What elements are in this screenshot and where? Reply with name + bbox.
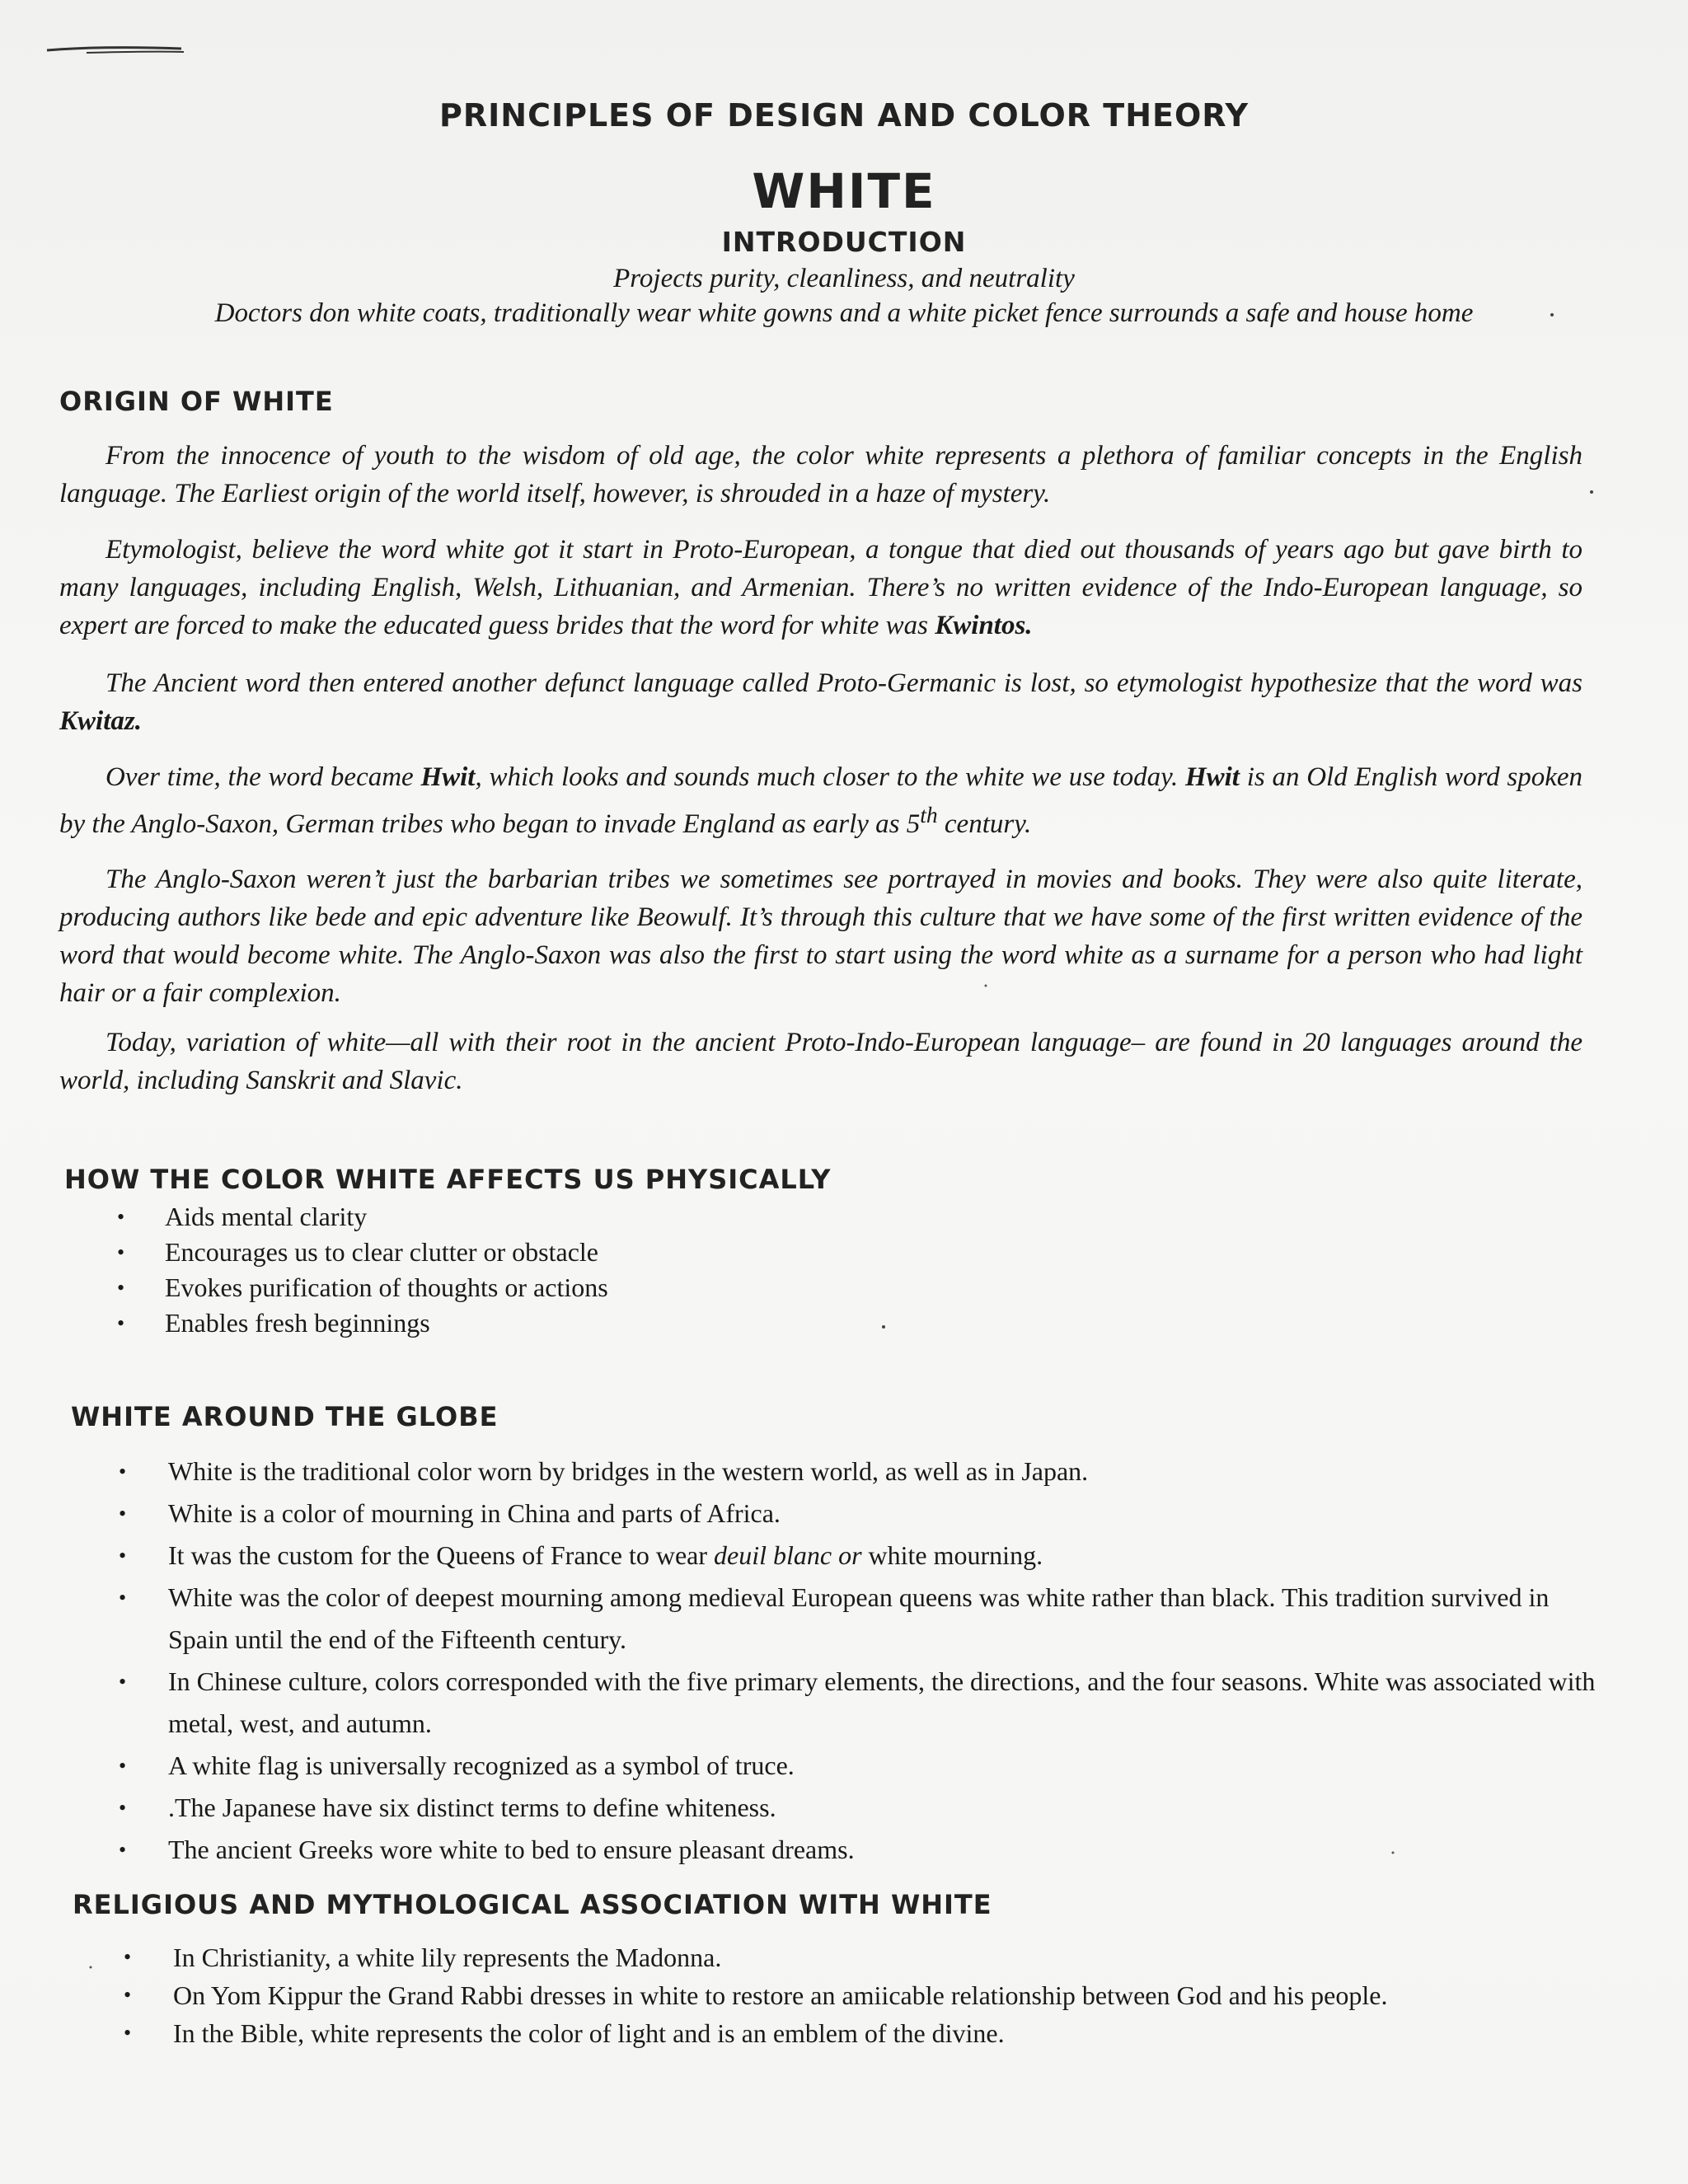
list-item-text: Evokes purification of thoughts or actions: [165, 1272, 608, 1302]
bullet-icon: •: [119, 1838, 127, 1862]
religious-list: [124, 1938, 1607, 2052]
introduction-heading: INTRODUCTION: [721, 226, 967, 258]
list-item-text: Aids mental clarity: [165, 1202, 368, 1231]
origin-term-kwitaz: Kwitaz.: [59, 706, 142, 736]
origin-paragraph-2: [59, 531, 1582, 644]
list-item-text: White was the color of deepest mourning among medieval European queens was white rather than black. This tradition survived in Spain until the end of the Fifteenth century.: [168, 1582, 1550, 1654]
bullet-icon: •: [119, 1586, 127, 1610]
list-item-text: In Christianity, a white lily represents the Madonna.: [173, 1943, 722, 1972]
list-item-text: .The Japanese have six distinct terms to define whiteness.: [168, 1793, 776, 1822]
list-item: [117, 1235, 1566, 1270]
list-item: [119, 1745, 1602, 1787]
origin-paragraph-4-c: is an Old English word spoken by the Anglo-Saxon, German tribes who began to invade England as early as 5: [59, 762, 1583, 839]
list-item: [117, 1305, 1566, 1341]
list-item-text: In the Bible, white represents the color of light and is an emblem of the divine.: [173, 2018, 1005, 2048]
bullet-icon: •: [117, 1276, 125, 1300]
list-item: [124, 1976, 1607, 2014]
globe-heading: WHITE AROUND THE GLOBE: [71, 1401, 499, 1432]
introduction-line-2: Doctors don white coats, traditionally wear white gowns and a white picket fence surrounds a safe and house home: [214, 298, 1474, 328]
bullet-icon: •: [117, 1205, 125, 1229]
list-item-italic: deuil blanc or: [714, 1540, 862, 1570]
bullet-icon: •: [119, 1460, 127, 1483]
origin-heading: ORIGIN OF WHITE: [59, 386, 334, 417]
list-item: [117, 1270, 1566, 1305]
religious-heading: RELIGIOUS AND MYTHOLOGICAL ASSOCIATION WITH WHITE: [73, 1889, 992, 1920]
origin-term-kwintos: Kwintos.: [935, 611, 1033, 640]
list-item: [119, 1829, 1602, 1871]
origin-paragraph-1: From the innocence of youth to the wisdom of old age, the color white represents a plethora of familiar concepts in the English language. The Earliest origin of the world itself, however, is shrouded in a haze of mystery.: [59, 441, 1582, 509]
list-item: [119, 1535, 1602, 1577]
bullet-icon: •: [119, 1754, 127, 1778]
list-item: [124, 2014, 1607, 2052]
bullet-icon: •: [117, 1311, 125, 1335]
bullet-icon: •: [119, 1544, 127, 1568]
origin-term-hwit-1: Hwit: [420, 762, 476, 792]
physical-effects-list: [117, 1199, 1566, 1341]
list-item: [119, 1493, 1602, 1535]
origin-paragraph-3: [59, 664, 1582, 740]
list-item-text: In Chinese culture, colors corresponded with the five primary elements, the directions, and the four seasons. White was associated with metal, west, and autumn.: [168, 1666, 1596, 1738]
origin-paragraph-5: The Anglo-Saxon weren’t just the barbarian tribes we sometimes see portrayed in movies and books. They were also quite literate, producing authors like bede and epic adventure like Beowulf. It’s through this culture that we have some of the first written evidence of the word that would become white. The Anglo-Saxon was also the first to start using the word white as a surname for a person who had light hair or a fair complexion.: [59, 865, 1582, 1008]
list-item-text: It was the custom for the Queens of France to wear: [168, 1540, 714, 1570]
origin-term-hwit-2: Hwit: [1184, 762, 1240, 792]
bullet-icon: •: [119, 1796, 127, 1820]
physical-heading: HOW THE COLOR WHITE AFFECTS US PHYSICALLY: [64, 1164, 832, 1195]
bullet-icon: •: [124, 1983, 132, 2007]
color-name-heading: WHITE: [752, 163, 936, 219]
origin-paragraph-6: Today, variation of white—all with their root in the ancient Proto-Indo-European language– are found in 20 languages around the world, including Sanskrit and Slavic.: [59, 1028, 1582, 1095]
origin-paragraph-4-b: , which looks and sounds much closer to the white we use today.: [475, 762, 1185, 792]
list-item: [124, 1938, 1607, 1976]
list-item: [117, 1199, 1566, 1235]
list-item: [119, 1451, 1602, 1493]
origin-paragraph-4-a: Over time, the word became: [106, 762, 421, 792]
origin-paragraph-4-d: century.: [937, 809, 1032, 839]
origin-paragraph-3-text: The Ancient word then entered another defunct language called Proto-Germanic is lost, so etymologist hypothesize that the word was: [106, 668, 1582, 698]
list-item-text: The ancient Greeks wore white to bed to ensure pleasant dreams.: [168, 1835, 855, 1864]
introduction-line-1: Projects purity, cleanliness, and neutrality: [613, 264, 1075, 293]
list-item-text: White is the traditional color worn by bridges in the western world, as well as in Japan.: [168, 1456, 1089, 1486]
pen-mark-icon: [45, 43, 185, 54]
bullet-icon: •: [119, 1502, 127, 1526]
bullet-icon: •: [119, 1670, 127, 1694]
globe-list: [119, 1451, 1602, 1871]
origin-paragraph-2-text: Etymologist, believe the word white got it start in Proto-European, a tongue that died out thousands of years ago but gave birth to many languages, including English, Welsh, Lithuanian, and Armenian. There’s no written evidence of the Indo-European language, so expert are forced to make the educated guess brides that the word for white was: [59, 535, 1582, 640]
bullet-icon: •: [117, 1240, 125, 1264]
bullet-icon: •: [124, 2021, 132, 2045]
list-item-text: Enables fresh beginnings: [165, 1308, 430, 1338]
list-item-text: Encourages us to clear clutter or obstacle: [165, 1237, 598, 1267]
bullet-icon: •: [124, 1945, 132, 1969]
origin-paragraph-4: [59, 758, 1582, 843]
document-title: PRINCIPLES OF DESIGN AND COLOR THEORY: [439, 97, 1249, 134]
list-item: [119, 1577, 1602, 1661]
list-item: [119, 1787, 1602, 1829]
list-item-text: On Yom Kippur the Grand Rabbi dresses in white to restore an amiicable relationship between God and his people.: [173, 1980, 1388, 2010]
list-item: [119, 1661, 1602, 1745]
list-item-text: A white flag is universally recognized as a symbol of truce.: [168, 1750, 795, 1780]
origin-paragraph-4-sup: th: [920, 802, 938, 827]
list-item-text: White is a color of mourning in China and parts of Africa.: [168, 1498, 781, 1528]
list-item-text: white mourning.: [861, 1540, 1043, 1570]
